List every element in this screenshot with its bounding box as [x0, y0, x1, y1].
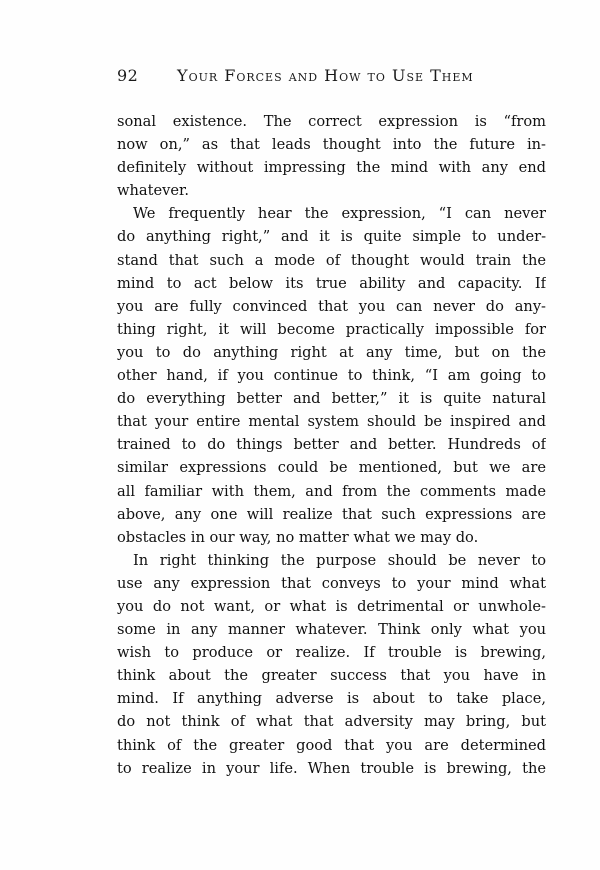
text-line: do everything better and better,” it is quite natural [117, 390, 546, 408]
text-line: stand that such a mode of thought would train the [117, 251, 546, 269]
text-line: think of the greater good that you are determined [117, 736, 546, 754]
text-line: above, any one will realize that such expressions are [117, 505, 546, 523]
text-line: In right thinking the purpose should be never to [133, 551, 546, 569]
text-line: that your entire mental system should be inspired and [117, 413, 546, 431]
text-line: think about the greater success that you have in [117, 667, 546, 685]
text-line: mind. If anything adverse is about to take place, [117, 690, 546, 708]
text-line: mind to act below its true ability and capacity. If [117, 274, 546, 292]
text-line: some in any manner whatever. Think only what you [117, 621, 546, 639]
text-line: use any expression that conveys to your mind what [117, 574, 546, 592]
text-line: you do not want, or what is detrimental or unwhole- [117, 597, 546, 615]
text-line: do not think of what that adversity may bring, but [117, 713, 546, 731]
paragraph [117, 549, 546, 780]
text-line: do anything right,” and it is quite simple to under- [117, 228, 546, 246]
text-line: you to do anything right at any time, but on the [117, 343, 546, 361]
text-line: We frequently hear the expression, “I can never [133, 205, 546, 223]
text-line: all familiar with them, and from the comments made [117, 482, 546, 500]
paragraph [117, 110, 546, 202]
text-line: obstacles in our way, no matter what we may do. [117, 528, 479, 546]
text-line: trained to do things better and better. Hundreds of [117, 436, 546, 454]
text-line: definitely without impressing the mind with any end [117, 159, 546, 177]
page-body [117, 110, 546, 780]
text-line: sonal existence. The correct expression is “from [117, 113, 546, 130]
text-line: now on,” as that leads thought into the future in- [117, 136, 546, 154]
page-number: 92 [117, 66, 139, 85]
text-line: thing right, it will become practically impossible for [117, 320, 546, 338]
page-header [117, 66, 547, 90]
text-line: other hand, if you continue to think, “I am going to [117, 367, 546, 385]
text-line: to realize in your life. When trouble is brewing, the [117, 759, 546, 777]
text-line: you are fully convinced that you can never do any- [117, 297, 546, 315]
text-line: similar expressions could be mentioned, but we are [117, 459, 546, 477]
running-title: Your Forces and How to Use Them [177, 66, 474, 85]
text-line: whatever. [117, 182, 189, 200]
paragraph [117, 202, 546, 548]
text-line: wish to produce or realize. If trouble is brewing, [117, 644, 546, 662]
